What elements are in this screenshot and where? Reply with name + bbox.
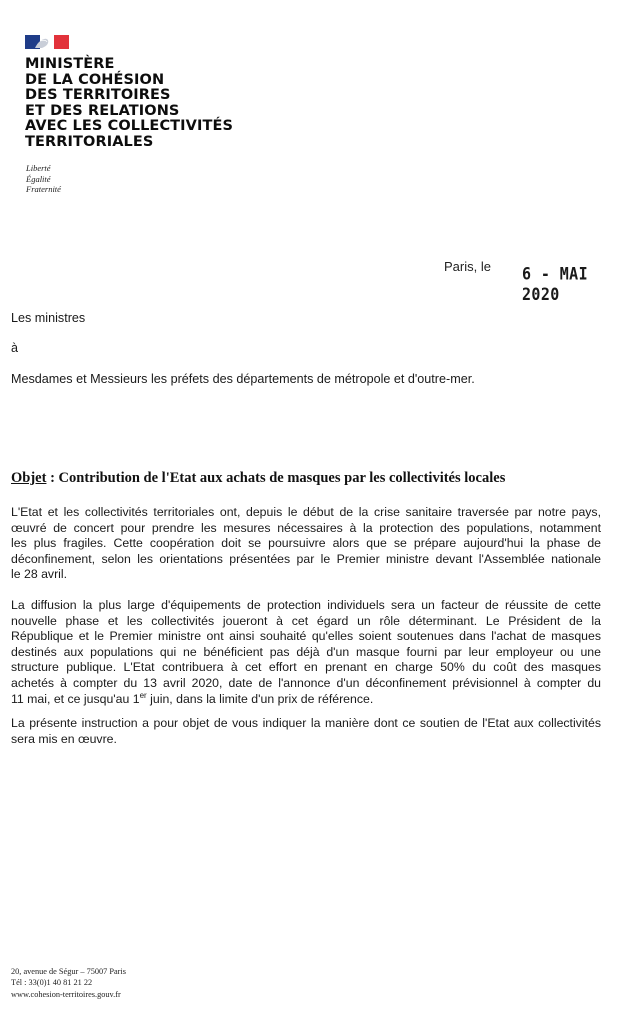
motto-fraternite: Fraternité <box>26 184 61 194</box>
text-line: les plus fragiles. Cette coopération doit se poursuivre alors que se prépare aujourd'hui la phase de <box>11 536 601 551</box>
recipient-line: Mesdames et Messieurs les préfets des départements de métropole et d'outre-mer. <box>11 372 475 386</box>
motto-liberte: Liberté <box>26 163 51 173</box>
text-line: sera mis en œuvre. <box>11 731 117 746</box>
paragraph-3 <box>11 716 601 747</box>
text-line: La présente instruction a pour objet de vous indiquer la manière dont ce soutien de l'Etat aux collectivités <box>11 716 601 730</box>
footer-website[interactable]: www.cohesion-territoires.gouv.fr <box>11 989 121 999</box>
ministry-line: DE LA COHÉSION <box>25 71 165 88</box>
marianne-flag-logo-icon <box>25 35 69 49</box>
subject-line <box>11 470 621 487</box>
subject-label: Objet <box>11 470 47 486</box>
ministry-line: AVEC LES COLLECTIVITÉS <box>25 118 234 135</box>
text-line: nouvelle phase et les collectivités joueront à cet égard un rôle déterminant. Le Président de la <box>11 613 601 628</box>
ministry-line: ET DES RELATIONS <box>25 102 180 119</box>
text-line: déconfinement, selon les orientations présentées par le Premier ministre devant l'Assemblée nationale <box>11 551 601 566</box>
footer-phone: Tél : 33(0)1 40 81 21 22 <box>11 978 93 988</box>
ministry-line: TERRITORIALES <box>25 133 154 150</box>
footer-address: 20, avenue de Ségur – 75007 Paris <box>11 967 126 976</box>
motto-egalite: Égalité <box>26 173 51 184</box>
paragraph-1 <box>11 505 601 583</box>
ordinal-superscript: er <box>139 690 147 700</box>
to-preposition: à <box>11 341 19 355</box>
text-line: œuvré de concert pour prendre les mesures nécessaires à la protection des populations, notamment <box>11 520 601 535</box>
subject-separator: : <box>46 470 59 486</box>
text-line <box>11 692 601 708</box>
text-fragment: 11 mai, et ce jusqu'au 1 <box>11 691 140 706</box>
republic-motto <box>26 163 61 195</box>
text-line: destinés aux populations qui ne bénéficient pas déjà d'un masque fourni par leur employeur ou une <box>11 644 601 659</box>
ministry-line: DES TERRITOIRES <box>25 87 171 104</box>
subject-text: Contribution de l'Etat aux achats de masques par les collectivités locales <box>58 470 506 486</box>
text-line: le 28 avril. <box>11 567 68 582</box>
ministry-name <box>25 57 285 151</box>
text-line: L'Etat et les collectivités territoriales ont, depuis le début de la crise sanitaire traversée par notre pays, <box>11 505 601 519</box>
ministry-line: MINISTÈRE <box>25 56 115 72</box>
paragraph-2 <box>11 598 601 707</box>
footer-contact <box>11 966 126 1000</box>
text-line: République et le Premier ministre ont ainsi souhaité qu'elles soient soutenues dans l'achat de masques <box>11 629 601 644</box>
date-stamp: 6 - MAI 2020 <box>522 264 589 305</box>
text-line: La diffusion la plus large d'équipements de protection individuels sera un facteur de réussite de cette <box>11 598 601 612</box>
text-line: structure publique. L'Etat contribuera à cet effort en prenant en charge 50% du coût des masques <box>11 660 601 675</box>
date-place: Paris, le <box>444 259 491 274</box>
text-fragment: juin, dans la limite d'un prix de référence. <box>146 691 374 706</box>
sender-line: Les ministres <box>11 311 86 325</box>
text-line: achetés à compter du 13 avril 2020, date de l'annonce d'un déconfinement prévisionnel à compter du <box>11 675 601 690</box>
